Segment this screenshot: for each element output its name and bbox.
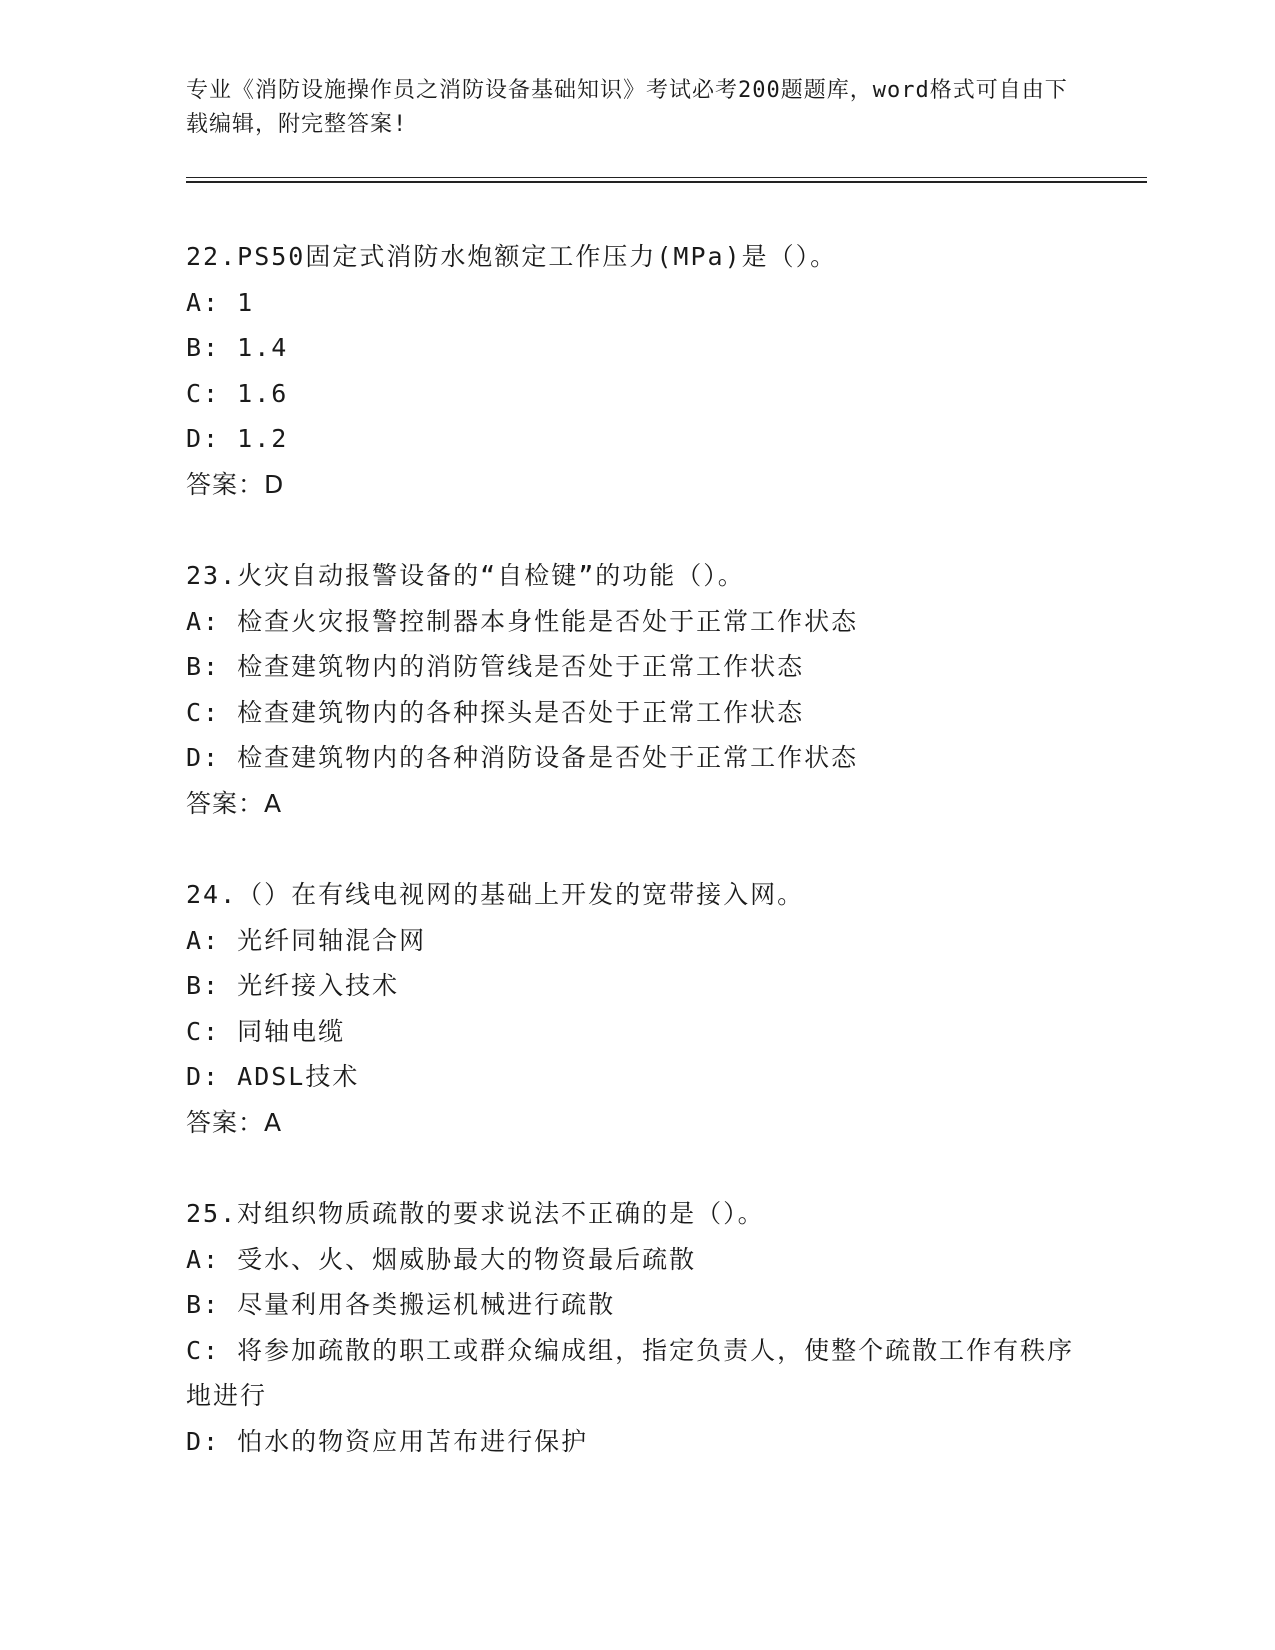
- question-23: [186, 553, 1086, 826]
- question-22: [186, 234, 1086, 507]
- option-d: D: 1.2: [186, 424, 289, 453]
- question-text: 25.对组织物质疏散的要求说法不正确的是（）。: [186, 1199, 765, 1228]
- option-a: A: 检查火灾报警控制器本身性能是否处于正常工作状态: [186, 606, 859, 636]
- option-d: D: 怕水的物资应用苫布进行保护: [186, 1426, 589, 1456]
- answer-line: 答案：D: [186, 469, 285, 499]
- question-text: 24.（）在有线电视网的基础上开发的宽带接入网。: [186, 880, 805, 909]
- option-b: B: 尽量利用各类搬运机械进行疏散: [186, 1290, 616, 1319]
- question-25: [186, 1191, 1086, 1464]
- header-divider-thin: [186, 177, 1147, 178]
- option-d: D: 检查建筑物内的各种消防设备是否处于正常工作状态: [186, 743, 859, 772]
- answer-line: 答案：A: [186, 1107, 283, 1137]
- option-a: A: 1: [186, 287, 255, 317]
- header-divider-thick: [186, 181, 1147, 183]
- option-c: C: 将参加疏散的职工或群众编成组，指定负责人，使整个疏散工作有秩序地进行: [186, 1335, 1075, 1410]
- option-b: B: 1.4: [186, 333, 289, 362]
- document-header: 专业《消防设施操作员之消防设备基础知识》考试必考200题题库，word格式可自由下载编辑，附完整答案!: [186, 78, 1068, 137]
- question-text: 22.PS50固定式消防水炮额定工作压力(MPa)是（）。: [186, 242, 838, 271]
- option-c: C: 1.6: [186, 378, 289, 408]
- question-24: [186, 872, 1086, 1145]
- option-a: A: 受水、火、烟威胁最大的物资最后疏散: [186, 1244, 697, 1274]
- option-c: C: 同轴电缆: [186, 1016, 346, 1046]
- option-d: D: ADSL技术: [186, 1062, 360, 1091]
- option-b: B: 光纤接入技术: [186, 971, 400, 1000]
- option-b: B: 检查建筑物内的消防管线是否处于正常工作状态: [186, 652, 805, 681]
- option-c: C: 检查建筑物内的各种探头是否处于正常工作状态: [186, 697, 805, 727]
- question-text: 23.火灾自动报警设备的“自检键”的功能（）。: [186, 561, 745, 590]
- answer-line: 答案：A: [186, 788, 283, 818]
- option-a: A: 光纤同轴混合网: [186, 925, 427, 955]
